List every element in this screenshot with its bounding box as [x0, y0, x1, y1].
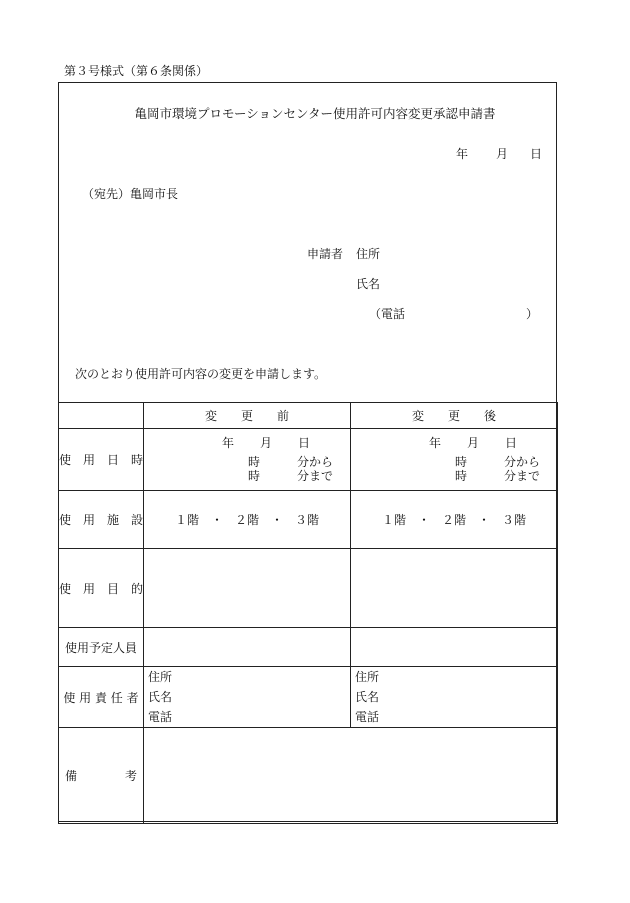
- header-before: 変 更 前: [144, 403, 351, 429]
- change-table: [58, 402, 558, 824]
- after-month: 月: [467, 436, 480, 450]
- before-start-from: 分から: [297, 455, 334, 469]
- before-end-hour: 時: [248, 469, 261, 483]
- date-year-label: 年: [456, 147, 469, 161]
- applicant-phone-open: （電話: [369, 307, 406, 321]
- after-start-from: 分から: [504, 455, 541, 469]
- remarks-label-cell: [59, 728, 144, 824]
- usage-date-label: 使 用 日 時: [59, 429, 144, 491]
- after-purpose-cell[interactable]: [351, 549, 558, 628]
- after-facility-options[interactable]: １階 ・ ２階 ・ ３階: [351, 491, 558, 549]
- after-end-until: 分まで: [504, 469, 541, 483]
- usage-facility-row: [59, 491, 558, 549]
- before-end-until: 分まで: [297, 469, 334, 483]
- date-day-label: 日: [530, 147, 543, 161]
- form-number-label: 第３号様式（第６条関係）: [64, 64, 209, 78]
- before-people-cell[interactable]: [144, 628, 351, 667]
- applicant-name-label: 氏名: [356, 277, 381, 291]
- after-responsible-address: 住所: [355, 670, 380, 684]
- before-purpose-cell[interactable]: [144, 549, 351, 628]
- applicant-heading: 申請者: [307, 247, 344, 261]
- before-date-cell[interactable]: [144, 429, 351, 491]
- before-responsible-phone: 電話: [148, 710, 173, 724]
- addressee: （宛先）亀岡市長: [82, 187, 179, 201]
- usage-purpose-row: [59, 549, 558, 628]
- usage-facility-label: 使 用 施 設: [59, 491, 144, 549]
- before-year: 年: [222, 436, 235, 450]
- applicant-address-label: 住所: [356, 247, 381, 261]
- before-responsible-address: 住所: [148, 670, 173, 684]
- remarks-label-part2: 考: [124, 769, 137, 783]
- before-responsible-cell[interactable]: [144, 667, 351, 728]
- after-date-cell[interactable]: [351, 429, 558, 491]
- remarks-cell[interactable]: [144, 728, 558, 824]
- table-header-row: [59, 403, 558, 429]
- header-empty-cell: [59, 403, 144, 429]
- responsible-person-row: [59, 667, 558, 728]
- request-statement: 次のとおり使用許可内容の変更を申請します。: [75, 367, 327, 381]
- document-title: 亀岡市環境プロモーションセンター使用許可内容変更承認申請書: [134, 106, 496, 121]
- after-responsible-name: 氏名: [355, 690, 380, 704]
- expected-people-row: [59, 628, 558, 667]
- before-responsible-name: 氏名: [148, 690, 173, 704]
- after-responsible-cell[interactable]: [351, 667, 558, 728]
- expected-people-label: 使用予定人員: [59, 628, 144, 667]
- before-month: 月: [260, 436, 273, 450]
- date-month-label: 月: [496, 147, 509, 161]
- after-end-hour: 時: [455, 469, 468, 483]
- responsible-person-label: 使 用 責 任 者: [59, 667, 144, 728]
- after-responsible-phone: 電話: [355, 710, 380, 724]
- remarks-row: [59, 728, 558, 824]
- after-people-cell[interactable]: [351, 628, 558, 667]
- before-facility-options[interactable]: １階 ・ ２階 ・ ３階: [144, 491, 351, 549]
- usage-purpose-label: 使 用 目 的: [59, 549, 144, 628]
- remarks-label-part1: 備: [65, 769, 78, 783]
- after-year: 年: [429, 436, 442, 450]
- after-start-hour: 時: [455, 455, 468, 469]
- header-after: 変 更 後: [351, 403, 558, 429]
- before-start-hour: 時: [248, 455, 261, 469]
- before-day: 日: [298, 436, 311, 450]
- after-day: 日: [505, 436, 518, 450]
- applicant-phone-close: ）: [526, 307, 539, 321]
- usage-date-row: [59, 429, 558, 491]
